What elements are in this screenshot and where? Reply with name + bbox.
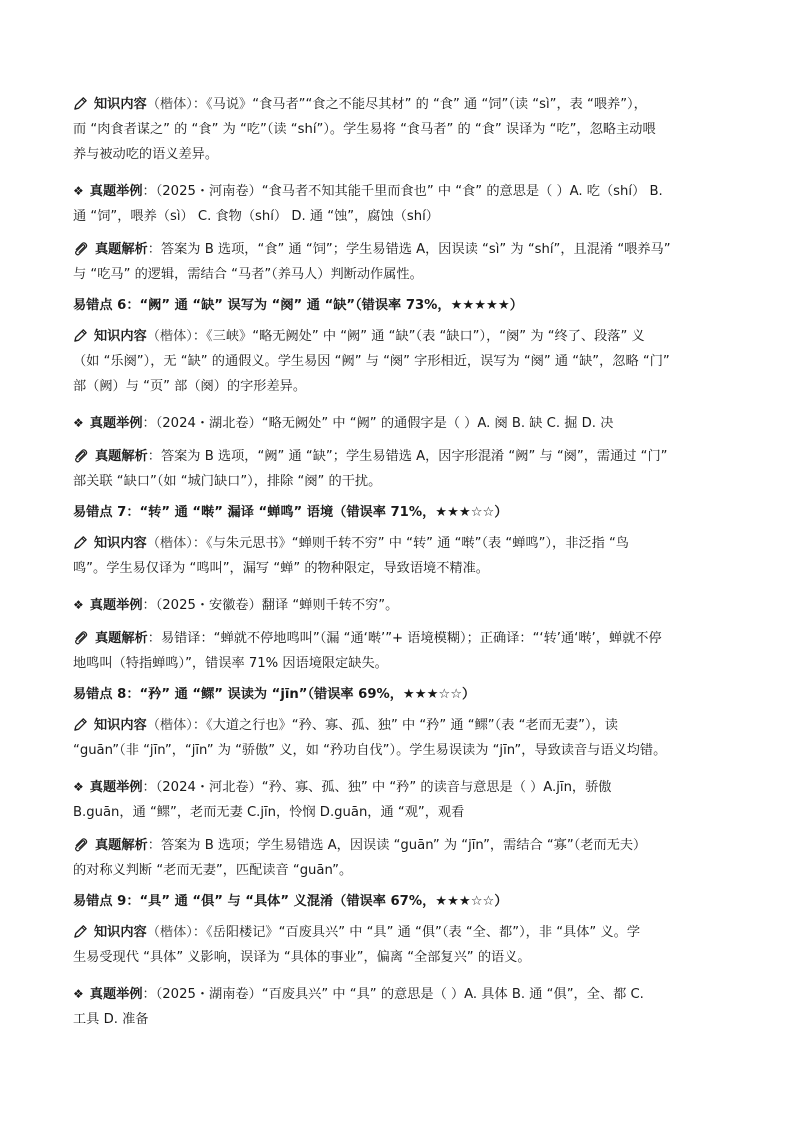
knowledge-paragraph (73, 531, 738, 581)
text-line (73, 411, 738, 436)
paperclip-icon (73, 837, 89, 852)
section-heading: 易错点 7：“转” 通 “啭” 漏译 “蝉鸣” 语境（错误率 71%，★★★☆☆） (73, 505, 508, 520)
text-line (73, 324, 738, 349)
line-text: 《马说》“食马者”“食之不能尽其材” 的 “食” 通 “饲”（读 “sì”，表 “喂养”）， (206, 97, 647, 112)
line-text: 的对称义判断 “老而无妻”，匹配读音 “guān”。 (73, 863, 353, 878)
line-text: 部（阙）与 “页” 部（阕）的字形差异。 (73, 379, 307, 394)
label-suffix: ： (147, 838, 161, 853)
section-heading: 易错点 9：“具” 通 “俱” 与 “具体” 义混淆（错误率 67%，★★★☆☆） (73, 894, 508, 909)
line-text: 而 “肉食者谋之” 的 “食” 为 “吃”（读 “shí”）。学生易将 “食马者” 的 “食” 误译为 “吃”，忽略主动喂 (73, 122, 656, 137)
label-suffix: ： (142, 598, 156, 613)
text-line (73, 469, 738, 494)
text-line (73, 920, 738, 945)
analysis-paragraph (73, 444, 738, 494)
document-page (73, 92, 738, 1040)
text-line (73, 117, 738, 142)
label-suffix: ： (147, 631, 161, 646)
diamond-bullet-icon: ❖ (73, 598, 84, 612)
line-text: 生易受现代 “具体” 义影响，误译为 “具体的事业”，偏离 “全部复兴” 的语义。 (73, 950, 531, 965)
diamond-bullet-icon: ❖ (73, 416, 84, 430)
example-label: 真题举例 (89, 780, 143, 795)
diamond-bullet-icon: ❖ (73, 987, 84, 1001)
pencil-icon (73, 924, 88, 939)
example-paragraph (73, 179, 738, 229)
text-line (73, 374, 738, 399)
line-text: B.guān，通 “鳏”，老而无妻 C.jīn，怜悯 D.guān，通 “观”，观看 (73, 805, 465, 820)
line-text: 答案为 B 选项，“食” 通 “饲”；学生易错选 A，因误读 “sì” 为 “shí”，且混淆 “喂养马” (160, 242, 671, 257)
analysis-paragraph (73, 237, 738, 287)
example-paragraph (73, 593, 738, 618)
example-label: 真题举例 (89, 416, 143, 431)
text-line (73, 775, 738, 800)
section-heading: 易错点 8：“矜” 通 “鳏” 误读为 “jīn”（错误率 69%，★★★☆☆） (73, 687, 476, 702)
knowledge-label: 知识内容 (94, 536, 147, 551)
line-text: 易错译：“蝉就不停地鸣叫”（漏 “通‘啭’”+ 语境模糊）；正确译：“‘转’通‘啭’，蝉就不停 (160, 631, 662, 646)
line-text: 《与朱元思书》“蝉则千转不穷” 中 “转” 通 “啭”（表 “蝉鸣”），非泛指 “鸟 (206, 536, 629, 551)
pencil-icon (73, 535, 88, 550)
line-text: 部关联 “缺口”（如 “城门缺口”），排除 “阕” 的干扰。 (73, 474, 382, 489)
text-line (73, 593, 738, 618)
knowledge-label: 知识内容 (94, 718, 147, 733)
line-text: 答案为 B 选项；学生易错选 A，因误读 “guān” 为 “jīn”，需结合 “寡”（老而无夫） (160, 838, 647, 853)
line-text: （2025・河南卷）“食马者不知其能千里而食也” 中 “食” 的意思是（ ）A. 吃（shí） B. (155, 184, 663, 199)
line-text: （2025・湖南卷）“百废具兴” 中 “具” 的意思是（ ）A. 具体 B. 通 “俱”，全、都 C. (155, 987, 644, 1002)
text-line (73, 179, 738, 204)
pencil-icon (73, 328, 88, 343)
diamond-bullet-icon: ❖ (73, 780, 84, 794)
line-text: 养与被动吃的语义差异。 (73, 147, 219, 162)
text-line (73, 92, 738, 117)
label-suffix: ： (142, 184, 156, 199)
label-suffix: （楷体）： (146, 718, 207, 733)
paperclip-icon (73, 241, 89, 256)
example-paragraph (73, 775, 738, 825)
text-line (73, 1007, 738, 1032)
line-text: 通 “饲”，喂养（sì） C. 食物（shí） D. 通 “蚀”，腐蚀（shí） (73, 209, 439, 224)
diamond-bullet-icon: ❖ (73, 184, 84, 198)
knowledge-paragraph (73, 324, 738, 399)
text-line (73, 556, 738, 581)
example-paragraph (73, 411, 738, 436)
text-line (73, 237, 738, 262)
analysis-label: 真题解析 (95, 838, 148, 853)
line-text: 工具 D. 准备 (73, 1012, 149, 1027)
example-label: 真题举例 (89, 987, 143, 1002)
label-suffix: ： (147, 449, 161, 464)
line-text: “guān”（非 “jīn”，“jīn” 为 “骄傲” 义，如 “矜功自伐”）。学生易误读为 “jīn”，导致读音与语义均错。 (73, 743, 667, 758)
line-text: （2025・安徽卷）翻译 “蝉则千转不穷”。 (155, 598, 399, 613)
knowledge-paragraph (73, 920, 738, 970)
analysis-label: 真题解析 (95, 242, 148, 257)
knowledge-label: 知识内容 (94, 97, 147, 112)
label-suffix: （楷体）： (146, 925, 207, 940)
example-paragraph (73, 982, 738, 1032)
knowledge-paragraph (73, 713, 738, 763)
label-suffix: ： (142, 987, 156, 1002)
label-suffix: ： (142, 780, 156, 795)
line-text: 鸣”。学生易仅译为 “鸣叫”，漏写 “蝉” 的物种限定，导致语境不精准。 (73, 561, 489, 576)
line-text: 答案为 B 选项，“阙” 通 “缺”；学生易错选 A，因字形混淆 “阙” 与 “阕”，需通过 “门” (160, 449, 668, 464)
line-text: （2024・湖北卷）“略无阙处” 中 “阙” 的通假字是（ ）A. 阕 B. 缺 C. 掘 D. 决 (155, 416, 614, 431)
text-line (73, 204, 738, 229)
example-label: 真题举例 (89, 184, 143, 199)
text-line (73, 349, 738, 374)
section-heading: 易错点 6：“阙” 通 “缺” 误写为 “阕” 通 “缺”（错误率 73%，★★★★★） (73, 298, 523, 313)
text-line (73, 858, 738, 883)
example-label: 真题举例 (89, 598, 143, 613)
text-line (73, 142, 738, 167)
text-line (73, 626, 738, 651)
label-suffix: （楷体）： (146, 536, 207, 551)
label-suffix: ： (142, 416, 156, 431)
line-text: （2024・河北卷）“矜、寡、孤、独” 中 “矜” 的读音与意思是（ ）A.jīn，骄傲 (155, 780, 612, 795)
text-line (73, 444, 738, 469)
text-line (73, 262, 738, 287)
text-line (73, 982, 738, 1007)
line-text: 《大道之行也》“矜、寡、孤、独” 中 “矜” 通 “鳏”（表 “老而无妻”），读 (206, 718, 618, 733)
knowledge-paragraph (73, 92, 738, 167)
line-text: （如 “乐阕”），无 “缺” 的通假义。学生易因 “阙” 与 “阕” 字形相近，误写为 “阕” 通 “缺”，忽略 “门” (73, 354, 670, 369)
line-text: 与 “吃马” 的逻辑，需结合 “马者”（养马人）判断动作属性。 (73, 267, 423, 282)
line-text: 《三峡》“略无阙处” 中 “阙” 通 “缺”（表 “缺口”），“阕” 为 “终了、段落” 义 (206, 329, 645, 344)
text-line (73, 651, 738, 676)
text-line (73, 738, 738, 763)
analysis-label: 真题解析 (95, 631, 148, 646)
pencil-icon (73, 717, 88, 732)
line-text: 《岳阳楼记》“百废具兴” 中 “具” 通 “俱”（表 “全、都”），非 “具体” 义。学 (206, 925, 641, 940)
analysis-paragraph (73, 626, 738, 676)
knowledge-label: 知识内容 (94, 925, 147, 940)
text-line (73, 800, 738, 825)
paperclip-icon (73, 630, 89, 645)
text-line (73, 945, 738, 970)
line-text: 地鸣叫（特指蝉鸣）”，错误率 71% 因语境限定缺失。 (73, 656, 388, 671)
analysis-label: 真题解析 (95, 449, 148, 464)
label-suffix: （楷体）： (146, 97, 207, 112)
analysis-paragraph (73, 833, 738, 883)
text-line (73, 531, 738, 556)
paperclip-icon (73, 448, 89, 463)
label-suffix: （楷体）： (146, 329, 207, 344)
knowledge-label: 知识内容 (94, 329, 147, 344)
text-line (73, 833, 738, 858)
label-suffix: ： (147, 242, 161, 257)
text-line (73, 713, 738, 738)
pencil-icon (73, 96, 88, 111)
